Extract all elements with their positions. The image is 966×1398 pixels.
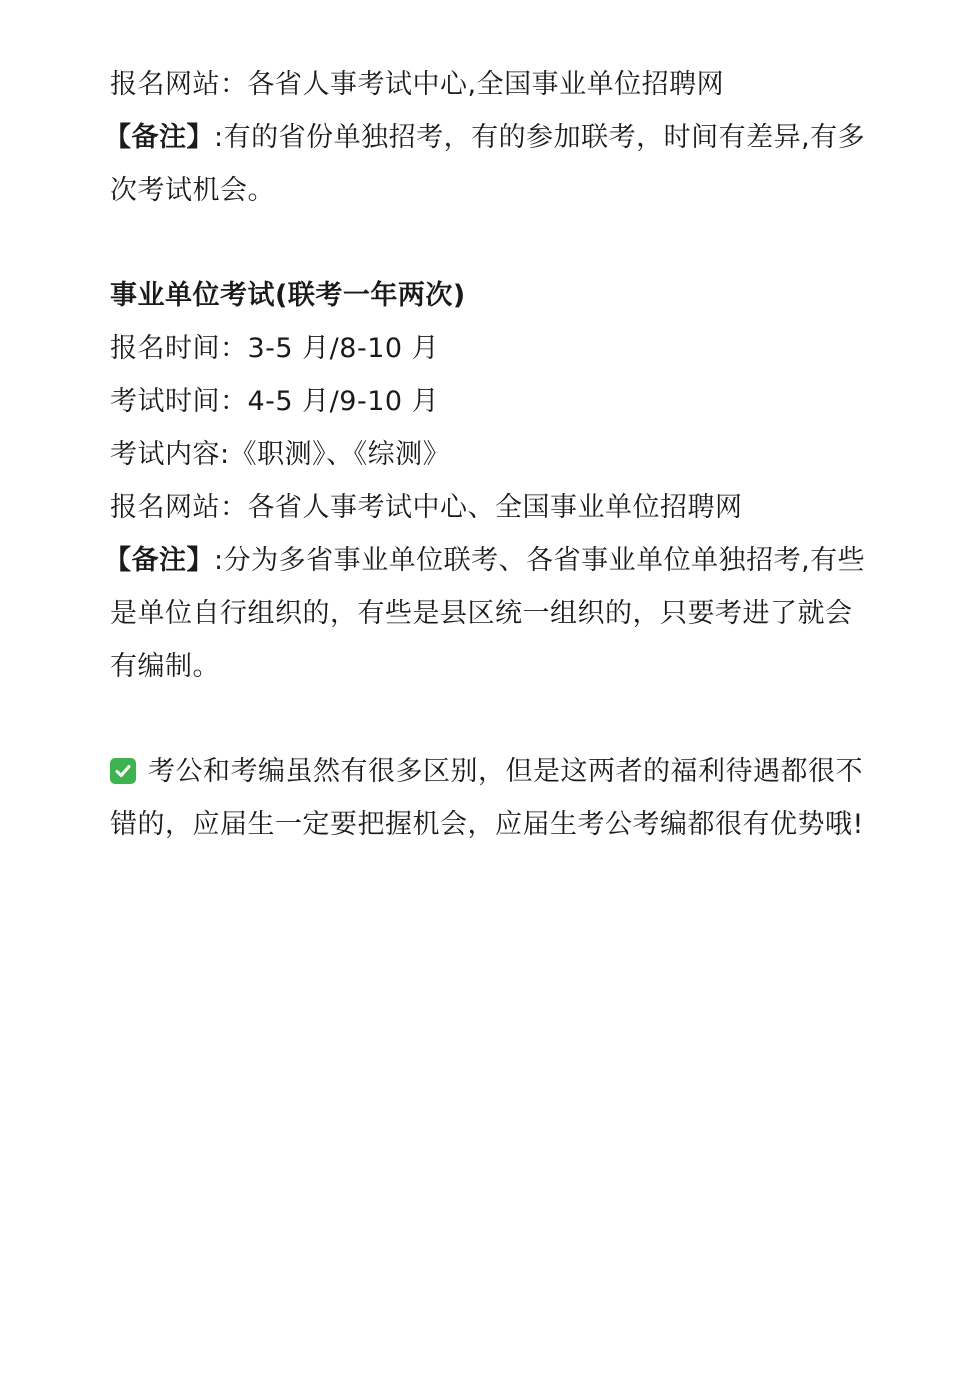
spacer: [110, 693, 870, 745]
spacer: [110, 217, 870, 269]
summary-text: 考公和考编虽然有很多区别，但是这两者的福利待遇都很不错的，应届生一定要把握机会，应届生考公考编都很有优势哦!: [110, 756, 864, 840]
section1-note-text: :有的省份单独招考，有的参加联考，时间有差异,有多次考试机会。: [110, 122, 866, 206]
section1-note: [104, 111, 870, 217]
section2-website-line: 报名网站：各省人事考试中心、全国事业单位招聘网: [110, 492, 743, 523]
section1-note-label: 【备注】: [104, 122, 214, 153]
section2-signup-time: 报名时间：3-5 月/8-10 月: [110, 333, 440, 364]
section2-heading: 事业单位考试(联考一年两次): [110, 280, 466, 311]
check-mark-icon: [110, 758, 136, 784]
section2-exam-time: 考试时间：4-5 月/9-10 月: [110, 386, 440, 417]
summary-paragraph: [110, 745, 870, 851]
section1-website-line: 报名网站：各省人事考试中心,全国事业单位招聘网: [110, 69, 725, 100]
document-content: [104, 58, 870, 851]
section2-note-text: :分为多省事业单位联考、各省事业单位单独招考,有些是单位自行组织的，有些是县区统一组织的，只要考进了就会有编制。: [110, 545, 866, 682]
section2-exam-content: 考试内容:《职测》、《综测》: [110, 439, 451, 470]
section2-note: [104, 534, 870, 693]
section2-note-label: 【备注】: [104, 545, 214, 576]
